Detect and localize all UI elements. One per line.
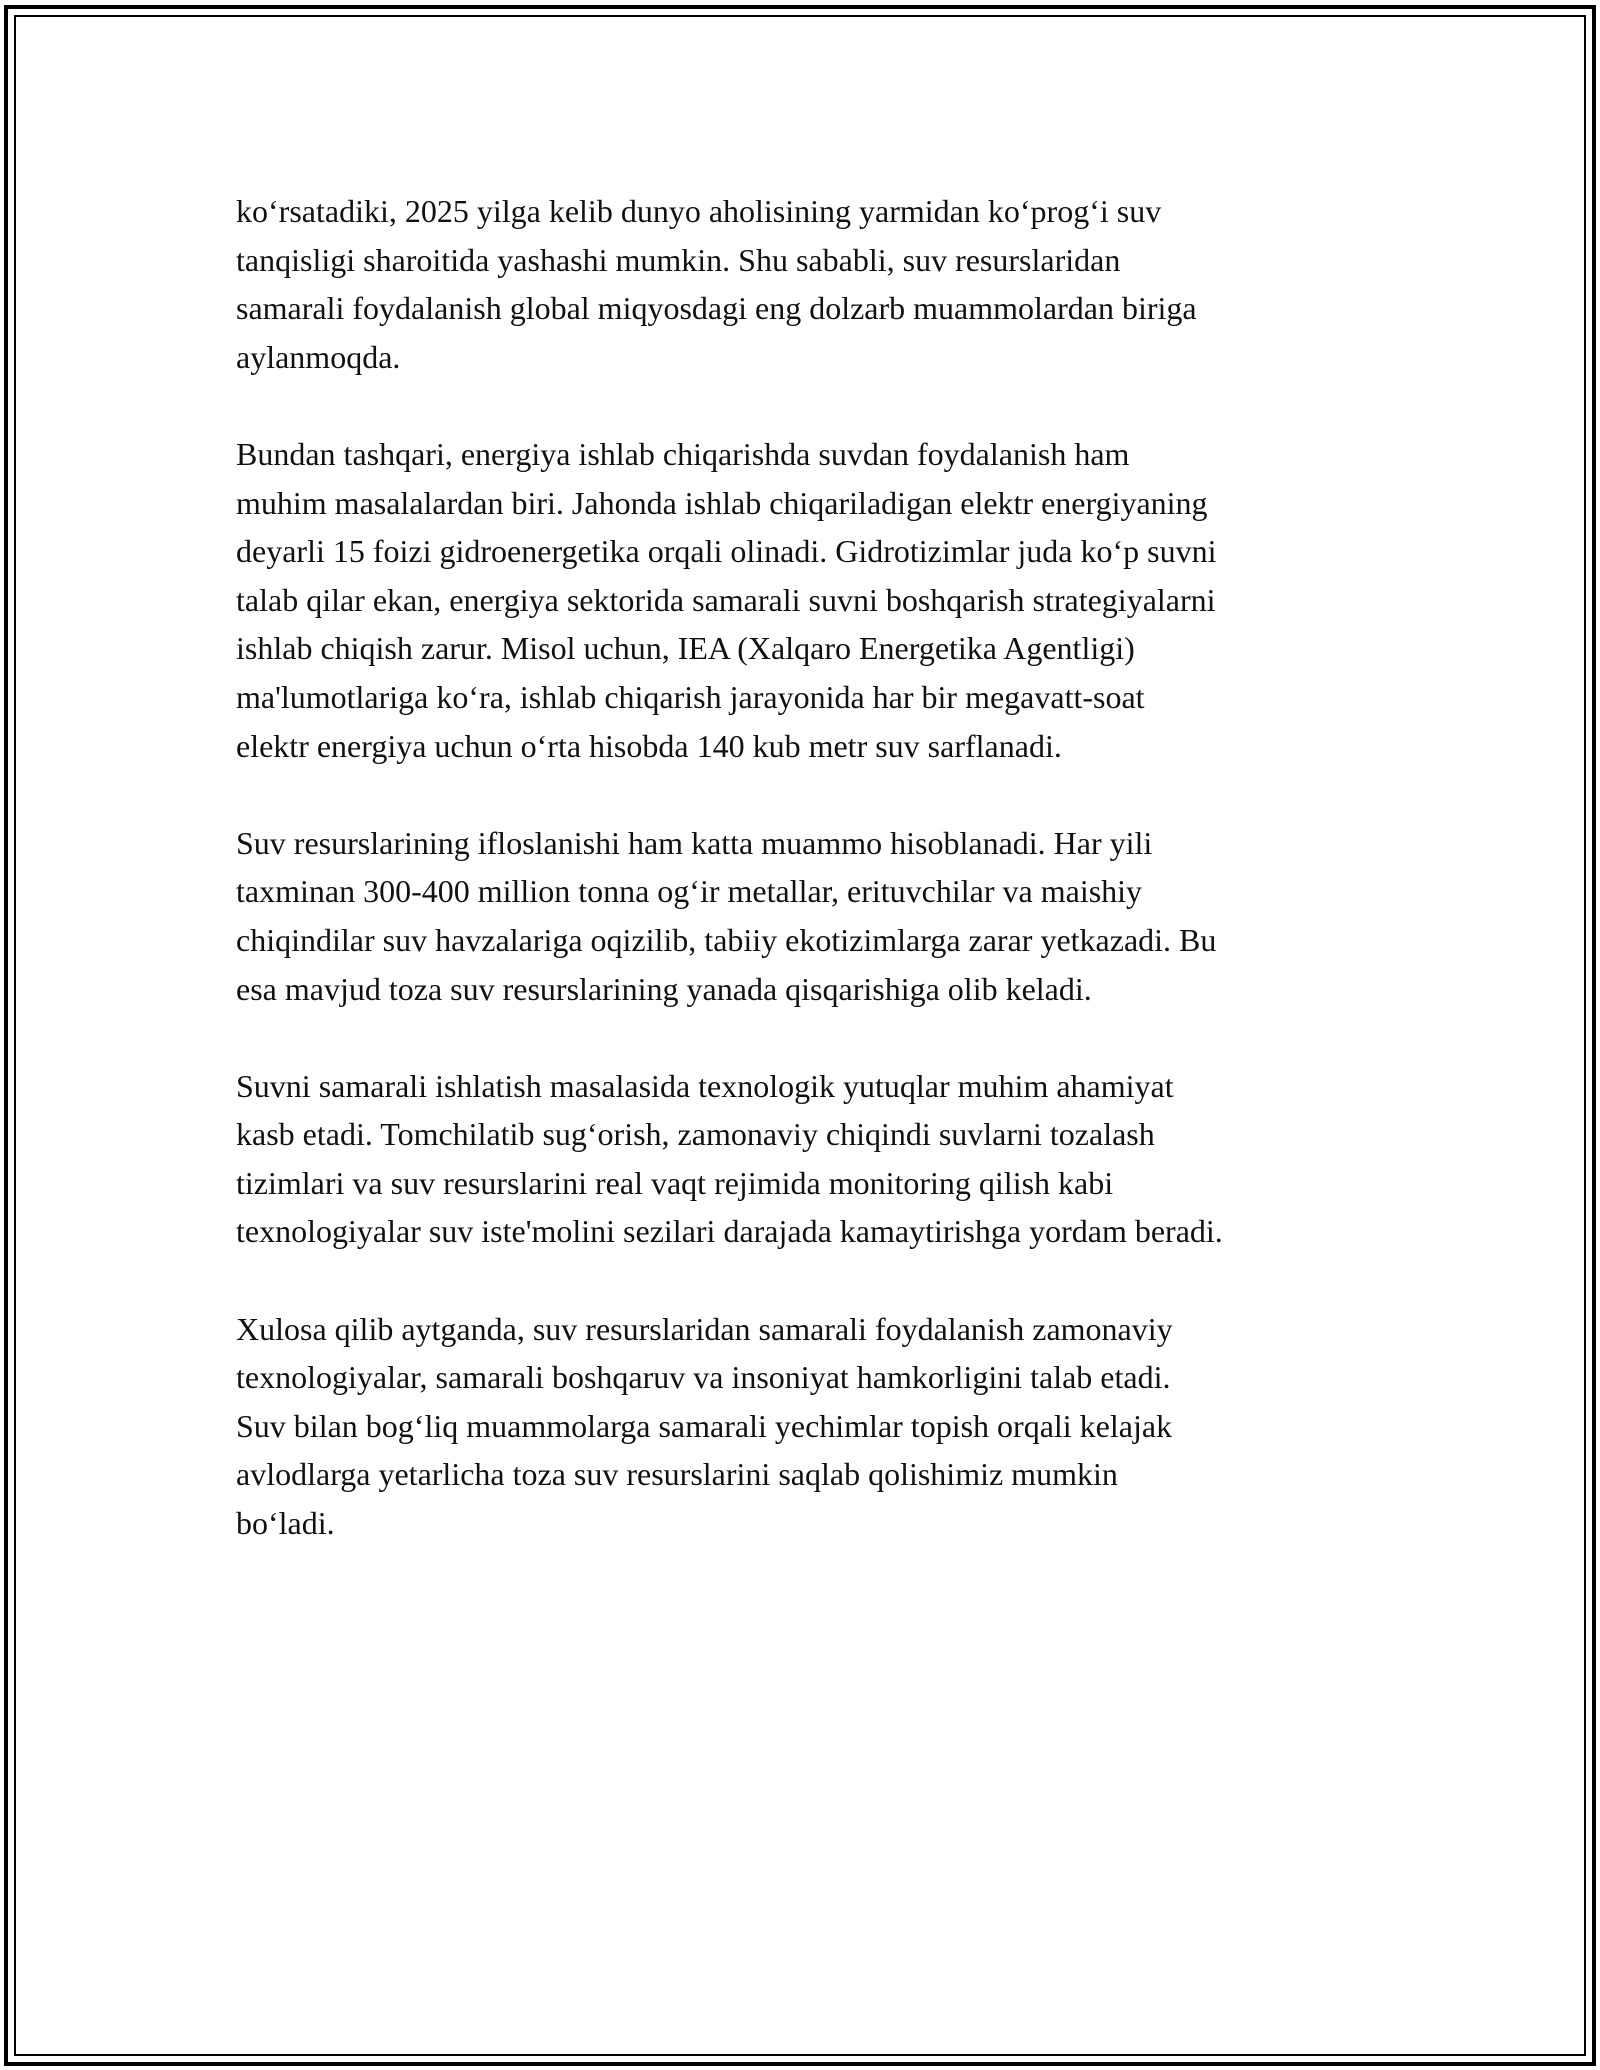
paragraph-5: Xulosa qilib aytganda, suv resurslaridan samarali foydalanish zamonaviy texnologiyalar, samarali boshqaruv va insoniyat hamkorligini talab etadi. Suv bilan bog‘liq muammolarga samarali yechimlar topish orqali kelajak avlodlarga yetarlicha toza suv resurslarini saqlab qolishimiz mumkin bo‘ladi. [236,1310,1173,1542]
paragraph-4: Suvni samarali ishlatish masalasida texnologik yutuqlar muhim ahamiyat kasb etadi. Tomchilatib sug‘orish, zamonaviy chiqindi suvlarni tozalash tizimlari va suv resurslarini real vaqt rejimida monitoring qilish kabi texnologiyalar suv iste'molini sezilari darajada kamaytirishga yordam beradi. [236,1067,1223,1250]
paragraph-1: ko‘rsatadiki, 2025 yilga kelib dunyo aholisining yarmidan ko‘prog‘i suv tanqisligi sharoitida yashashi mumkin. Shu sababli, suv resurslaridan samarali foydalanish global miqyosdagi eng dolzarb muammolardan biriga aylanmoqda. [236,193,1197,375]
paragraph-2: Bundan tashqari, energiya ishlab chiqarishda suvdan foydalanish ham muhim masalalardan biri. Jahonda ishlab chiqariladigan elektr energiyaning deyarli 15 foizi gidroenergetika orqali olinadi. Gidrotizimlar juda ko‘p suvni talab qilar ekan, energiya sektorida samarali suvni boshqarish strategiyalarni ishlab chiqish zarur. Misol uchun, IEA (Xalqaro Energetika Agentligi) ma'lumotlariga ko‘ra, ishlab chiqarish jarayonida har bir megavatt-soat elektr energiya uchun o‘rta hisobda 140 kub metr suv sarflanadi. [236,435,1217,764]
paragraph-3: Suv resurslarining ifloslanishi ham katta muammo hisoblanadi. Har yili taxminan 300-400 million tonna og‘ir metallar, erituvchilar va maishiy chiqindilar suv havzalariga oqizilib, tabiiy ekotizimlarga zarar yetkazadi. Bu esa mavjud toza suv resurslarining yanada qisqarishiga olib keladi. [236,824,1217,1007]
document-body [236,187,1396,1596]
